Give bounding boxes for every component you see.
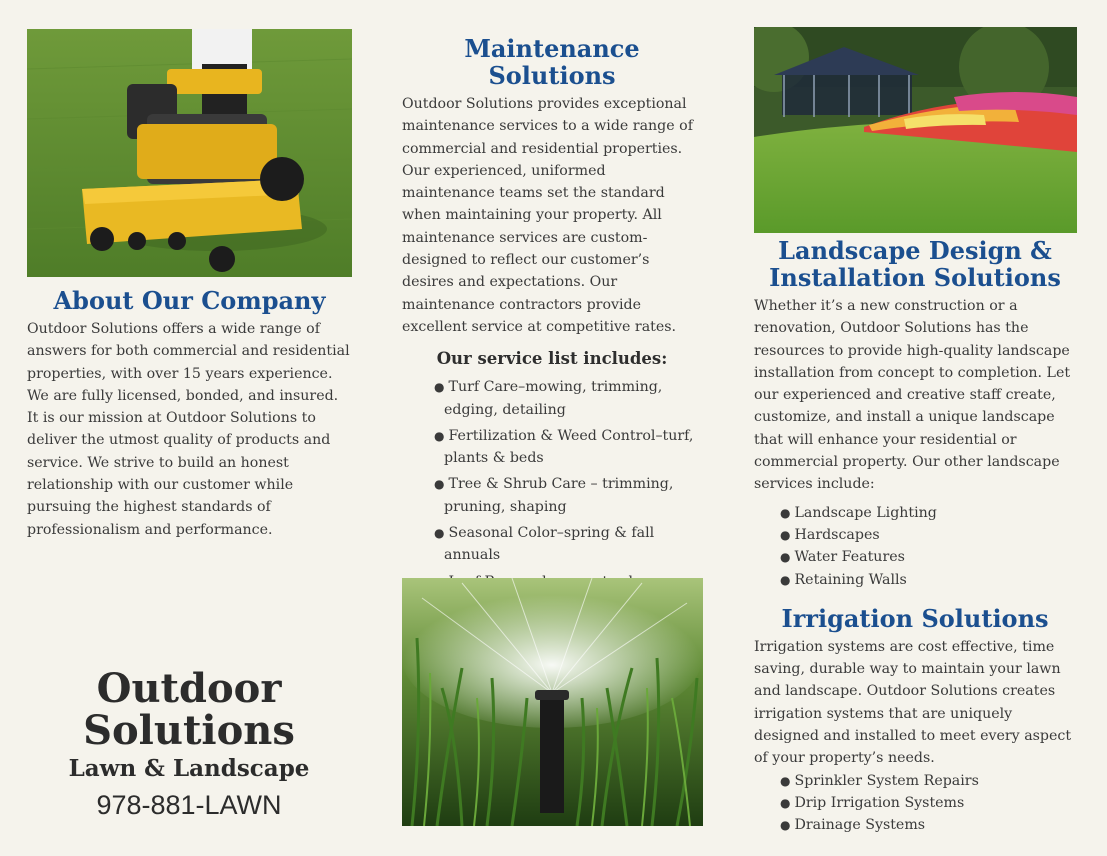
brand-name-line1: Outdoor (96, 665, 282, 712)
list-item: ● Sprinkler System Repairs (780, 772, 979, 789)
irrigation-body: Irrigation systems are cost effective, time saving, durable way to maintain your lawn and landscape. Outdoor Solutions creates irrigation systems that are uniquely designed and installed to meet every aspect of your property’s needs. (754, 638, 1072, 767)
list-item: ● Water Features (780, 549, 905, 566)
list-item: ● Drainage Systems (780, 817, 926, 834)
list-item: ● Seasonal Color–spring & fall annuals (434, 525, 655, 564)
irrigation-heading: Irrigation Solutions (781, 603, 1049, 633)
maintenance-body: Outdoor Solutions provides exceptional maintenance services to a wide range of commercial and residential properties. Our experienced, uniformed maintenance teams set the standard when maintaining your property. All maintenance services are custom-designed to reflect our customer’s desires and expectations. Our maintenance contractors provide excellent service at competitive rates. (402, 96, 693, 335)
maintenance-heading: Maintenance Solutions (464, 34, 640, 90)
list-item: ● Turf Care–mowing, trimming, edging, detailing (434, 379, 663, 418)
gazebo-garden-photo (754, 27, 1077, 233)
about-heading: About Our Company (53, 286, 326, 315)
brand-block (27, 665, 351, 824)
landscape-heading-line2: Installation Solutions (769, 263, 1061, 292)
list-item: ● Tree & Shrub Care – trimming, pruning, shaping (434, 476, 674, 515)
lawn-mower-photo (27, 29, 352, 277)
brand-tagline: Lawn & Landscape (68, 755, 310, 782)
list-item: ● Drip Irrigation Systems (780, 794, 965, 811)
irrigation-services (780, 770, 1076, 837)
list-item: ● Retaining Walls (780, 571, 907, 588)
list-item: ● Hardscapes (780, 526, 880, 543)
brand-phone: 978-881-LAWN (96, 790, 282, 820)
landscape-heading-line1: Landscape Design & (778, 236, 1052, 265)
about-body: Outdoor Solutions offers a wide range of answers for both commercial and residential properties, with over 15 years experience. We are fully licensed, bonded, and insured. It is our mission at Outdoor Solutions to deliver the utmost quality of products and service. We strive to build an honest relationship with our customer while pursuing the highest standards of professionalism and performance. (27, 321, 350, 538)
sprinkler-photo (402, 578, 703, 826)
list-item: ● Landscape Lighting (780, 504, 937, 521)
landscape-body: Whether it’s a new construction or a renovation, Outdoor Solutions has the resources to provide high-quality landscape installation from concept to completion. Let our experienced and creative staff create, customize, and install a unique landscape that will enhance your residential or commercial property. Our other landscape services include: (754, 298, 1071, 493)
service-list-heading: Our service list includes: (436, 349, 668, 369)
landscape-services (780, 502, 1076, 591)
brand-name-line2: Solutions (83, 707, 295, 754)
list-item: ● Fertilization & Weed Control–turf, plants & beds (434, 427, 694, 467)
